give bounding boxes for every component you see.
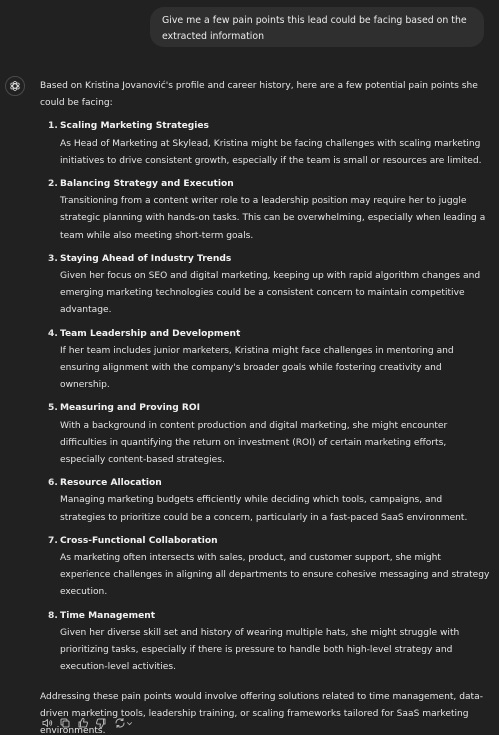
item-title: Measuring and Proving ROI bbox=[60, 403, 200, 414]
list-item bbox=[40, 533, 490, 602]
assistant-avatar bbox=[5, 76, 25, 96]
item-description: As marketing often intersects with sales, product, and customer support, she might experience challenges in aligning all departments to ensure cohesive messaging and strategy execution. bbox=[60, 553, 490, 598]
item-title: Team Leadership and Development bbox=[60, 328, 241, 339]
item-number: 3. bbox=[48, 253, 58, 264]
item-description: If her team includes junior marketers, Kristina might face challenges in mentoring and ensuring alignment with the company's broader goals while fostering creativity and ownership. bbox=[60, 345, 454, 391]
thumbs-down-icon bbox=[95, 717, 107, 729]
item-title: Staying Ahead of Industry Trends bbox=[60, 253, 232, 264]
item-title: Balancing Strategy and Execution bbox=[60, 179, 234, 190]
read-aloud-button[interactable] bbox=[40, 716, 54, 730]
thumbs-down-button[interactable] bbox=[94, 716, 108, 730]
message-actions bbox=[40, 716, 134, 730]
answer-outro: Addressing these pain points would involve offering solutions related to time management, data-driven marketing tools, leadership training, or scaling frameworks tailored for SaaS marketing environments. bbox=[40, 691, 483, 735]
answer-intro: Based on Kristina Jovanović's profile and career history, here are a few potential pain points she could be facing: bbox=[40, 81, 478, 109]
item-title: Resource Allocation bbox=[60, 478, 162, 489]
item-number: 1. bbox=[48, 121, 58, 132]
copy-button[interactable] bbox=[58, 716, 72, 730]
list-item bbox=[40, 118, 490, 170]
list-item bbox=[40, 400, 490, 469]
list-item bbox=[40, 251, 490, 320]
item-number: 7. bbox=[48, 535, 58, 546]
item-description: Given her focus on SEO and digital marketing, keeping up with rapid algorithm changes and emerging marketing technologies could be a consistent concern to maintain competitive advantage. bbox=[60, 271, 481, 316]
pain-points-list bbox=[40, 118, 490, 676]
item-description: Given her diverse skill set and history of wearing multiple hats, she might struggle with prioritizing tasks, especially if there is pressure to handle both high-level strategy and execution-level activities. bbox=[60, 627, 460, 673]
item-title: Cross-Functional Collaboration bbox=[60, 535, 218, 546]
item-number: 2. bbox=[48, 179, 58, 190]
user-message-bubble bbox=[150, 7, 484, 47]
list-item bbox=[40, 176, 490, 245]
item-title: Scaling Marketing Strategies bbox=[60, 121, 209, 132]
item-number: 5. bbox=[48, 403, 58, 414]
chevron-down-icon bbox=[126, 720, 133, 727]
item-title: Time Management bbox=[60, 610, 156, 621]
assistant-message bbox=[40, 78, 490, 735]
list-item bbox=[40, 608, 490, 677]
openai-logo-icon bbox=[9, 80, 21, 92]
list-item bbox=[40, 326, 490, 395]
read-aloud-icon bbox=[41, 717, 53, 729]
item-number: 4. bbox=[48, 328, 58, 339]
item-description: As Head of Marketing at Skylead, Kristina might be facing challenges with scaling marketing initiatives to drive consistent growth, especially if the team is small or resources are limited. bbox=[60, 138, 482, 166]
list-item bbox=[40, 475, 490, 527]
item-description: Transitioning from a content writer role to a leadership position may require her to juggle strategic planning with hands-on tasks. This can be overwhelming, especially when leading a team while also meeting short-term goals. bbox=[60, 196, 486, 241]
regenerate-button[interactable] bbox=[112, 716, 134, 730]
thumbs-up-icon bbox=[77, 717, 89, 729]
item-description: With a background in content production and digital marketing, she might encounter difficulties in quantifying the return on investment (ROI) of certain marketing efforts, especially content-based strategies. bbox=[60, 420, 448, 466]
thumbs-up-button[interactable] bbox=[76, 716, 90, 730]
item-number: 8. bbox=[48, 610, 58, 621]
regenerate-icon bbox=[114, 717, 126, 729]
copy-icon bbox=[59, 717, 71, 729]
user-message-text: Give me a few pain points this lead could be facing based on the extracted information bbox=[162, 15, 467, 42]
item-description: Managing marketing budgets efficiently while deciding which tools, campaigns, and strategies to prioritize could be a concern, particularly in a fast-paced SaaS environment. bbox=[60, 495, 468, 523]
item-number: 6. bbox=[48, 478, 58, 489]
